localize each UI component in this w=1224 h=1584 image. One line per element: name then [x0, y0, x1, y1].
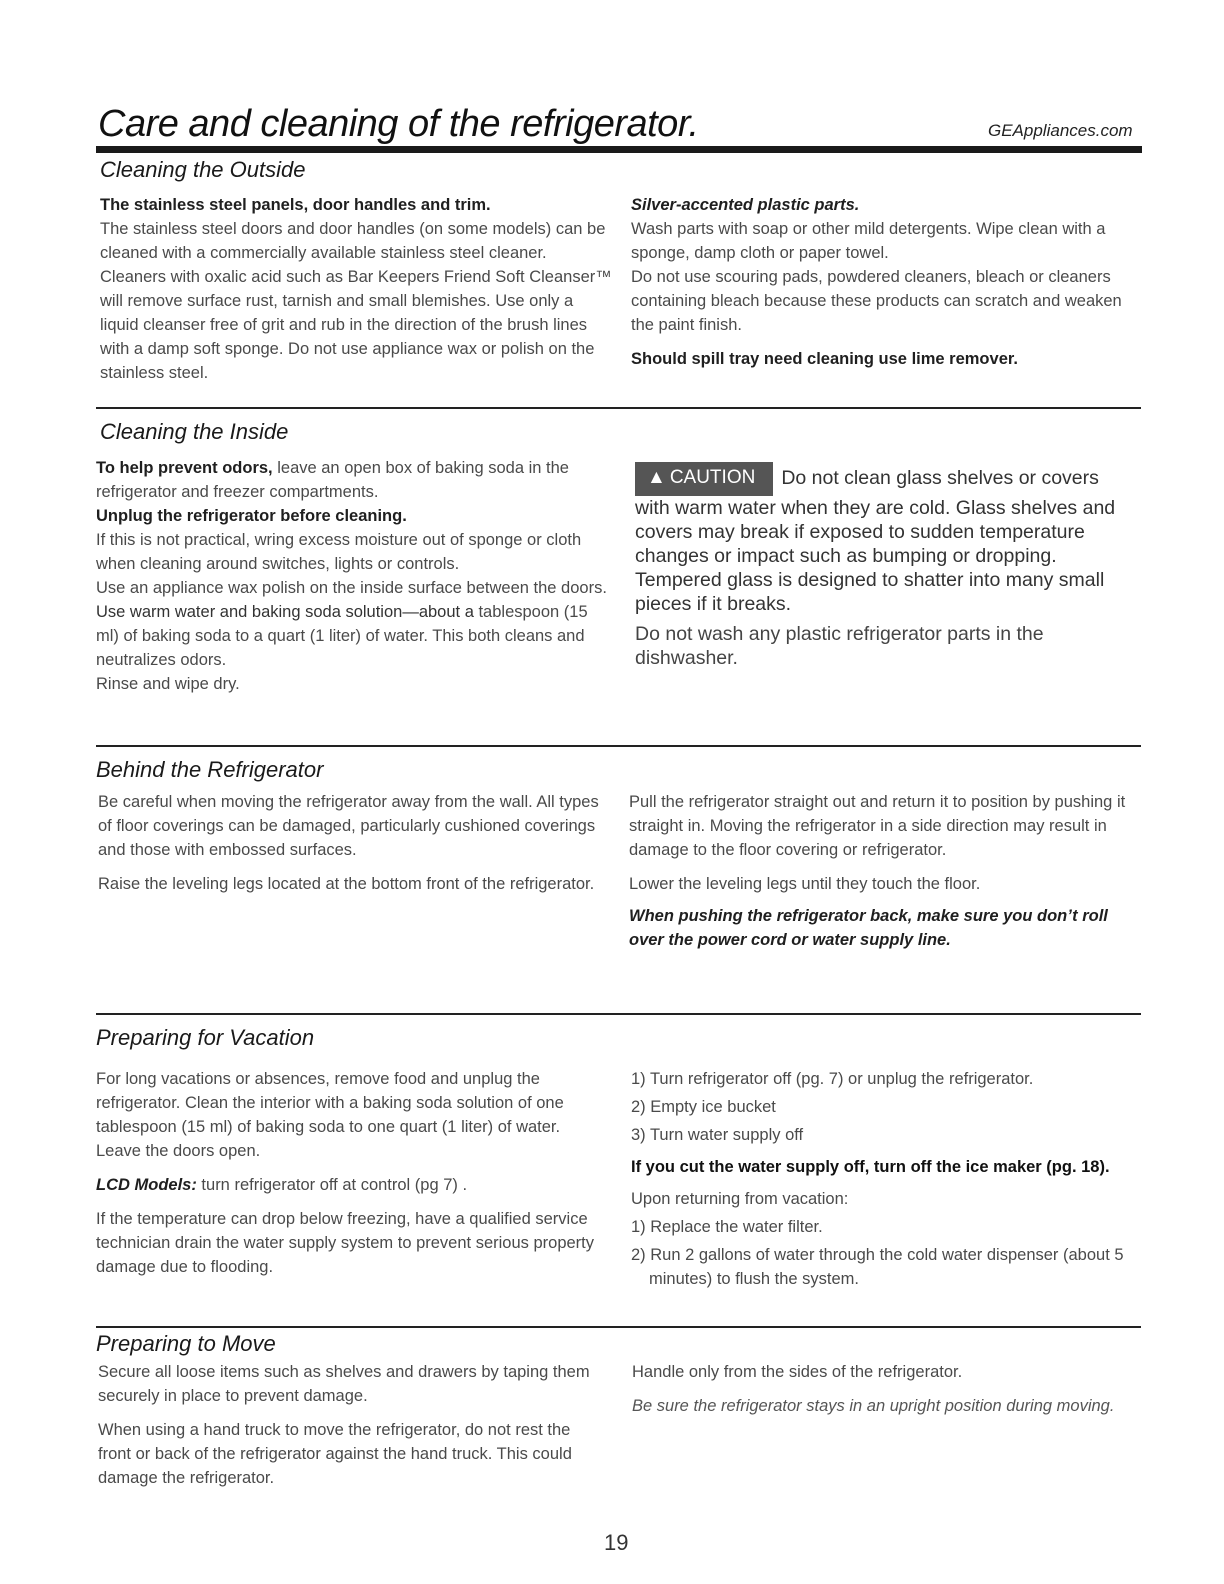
- inside-left-column: [96, 456, 611, 696]
- lcd-models-note: [96, 1173, 596, 1197]
- lower-legs-note: Lower the leveling legs until they touch the floor.: [629, 875, 981, 893]
- list-item: 1) Turn refrigerator off (pg. 7) or unplug the refrigerator.: [631, 1070, 1034, 1088]
- warning-triangle-icon: ▲: [647, 467, 666, 488]
- wring-note: If this is not practical, wring excess moisture out of sponge or cloth when cleaning around switches, lights or controls.: [96, 531, 582, 573]
- section-heading-behind: Behind the Refrigerator: [96, 757, 324, 782]
- lcd-models-text: turn refrigerator off at control (pg 7) .: [196, 1176, 468, 1194]
- list-item: 1) Replace the water filter.: [631, 1218, 823, 1236]
- page-title: Care and cleaning of the refrigerator.: [98, 103, 699, 145]
- section-divider: [96, 407, 1141, 409]
- caution-badge: [635, 462, 773, 496]
- raise-legs-note: Raise the leveling legs located at the bottom front of the refrigerator.: [98, 875, 595, 893]
- hand-truck-note: When using a hand truck to move the refrigerator, do not rest the front or back of the refrigerator against the hand truck. This could damage the refrigerator.: [98, 1421, 572, 1487]
- list-item: 2) Run 2 gallons of water through the cold water dispenser (about 5 minutes) to flush the system.: [631, 1246, 1124, 1288]
- plastic-title: Silver-accented plastic parts.: [631, 196, 860, 214]
- move-right-column: [632, 1360, 1132, 1418]
- handle-sides-note: Handle only from the sides of the refrigerator.: [632, 1363, 963, 1381]
- odor-tip-lead: To help prevent odors,: [96, 459, 273, 477]
- soda-solution-lead: Use warm water and baking soda solution—about a: [96, 603, 474, 621]
- odor-tip: [96, 456, 611, 504]
- behind-right-column: [629, 790, 1134, 952]
- section-heading-outside: Cleaning the Outside: [100, 157, 306, 182]
- title-rule: [96, 146, 1142, 153]
- website-label: GEAppliances.com: [988, 121, 1133, 140]
- caution-paragraph: [635, 462, 1135, 616]
- dishwasher-note: Do not wash any plastic refrigerator parts in the dishwasher.: [635, 623, 1044, 669]
- section-heading-inside: Cleaning the Inside: [100, 419, 289, 444]
- caution-text: Do not clean glass shelves or covers with warm water when they are cold. Glass shelves and covers may break if exposed to sudden temperature changes or impact such as bumping or dropping. Tempered glass is designed to shatter into many small pieces if it breaks.: [635, 467, 1116, 615]
- stainless-title: The stainless steel panels, door handles and trim.: [100, 196, 491, 214]
- plastic-warning: Do not use scouring pads, powdered cleaners, bleach or cleaners containing bleach because these products can scratch and weaken the paint finish.: [631, 268, 1122, 334]
- list-item: 3) Turn water supply off: [631, 1126, 804, 1144]
- outside-left-column: [100, 193, 612, 385]
- caution-label: CAUTION: [669, 467, 756, 488]
- behind-left-column: [98, 790, 613, 896]
- vacation-right-column: [631, 1067, 1131, 1291]
- rinse-note: Rinse and wipe dry.: [96, 675, 240, 693]
- unplug-note: Unplug the refrigerator before cleaning.: [96, 507, 407, 525]
- freezing-note: If the temperature can drop below freezing, have a qualified service technician drain the water supply system to prevent serious property damage due to flooding.: [96, 1210, 594, 1276]
- power-cord-warning: When pushing the refrigerator back, make sure you don’t roll over the power cord or water supply line.: [629, 907, 1108, 949]
- lcd-models-label: LCD Models:: [96, 1176, 197, 1194]
- section-divider: [96, 1013, 1141, 1015]
- ice-maker-note: If you cut the water supply off, turn off the ice maker (pg. 18).: [631, 1158, 1110, 1176]
- section-heading-move: Preparing to Move: [96, 1331, 276, 1356]
- plastic-wash: Wash parts with soap or other mild detergents. Wipe clean with a sponge, damp cloth or paper towel.: [631, 220, 1106, 262]
- section-divider: [96, 1326, 1141, 1328]
- long-vacation-note: For long vacations or absences, remove food and unplug the refrigerator. Clean the interior with a baking soda solution of one tablespoon (15 ml) of baking soda to one quart (1 liter) of water. Leave the doors open.: [96, 1070, 564, 1160]
- wax-note: Use an appliance wax polish on the inside surface between the doors.: [96, 579, 607, 597]
- stainless-body: The stainless steel doors and door handles (on some models) can be cleaned with a commercially available stainless steel cleaner. Cleaners with oxalic acid such as Bar Keepers Friend Soft Cleanser™ will remove surface rust, tarnish and small blemishes. Use only a liquid cleanser free of grit and rub in the direction of the brush lines with a damp soft sponge. Do not use appliance wax or polish on the stainless steel.: [100, 220, 612, 382]
- section-heading-vacation: Preparing for Vacation: [96, 1025, 315, 1050]
- inside-right-column: [635, 462, 1135, 670]
- return-label: Upon returning from vacation:: [631, 1190, 849, 1208]
- outside-right-column: [631, 193, 1131, 371]
- behind-caution-note: Be careful when moving the refrigerator away from the wall. All types of floor coverings can be damaged, particularly cushioned coverings and those with embossed surfaces.: [98, 793, 599, 859]
- soda-solution-text: tablespoon (15 ml) of baking soda to a quart (1 liter) of water. This both cleans and neutralizes odors.: [96, 603, 588, 669]
- section-divider: [96, 745, 1141, 747]
- list-item: 2) Empty ice bucket: [631, 1098, 776, 1116]
- secure-items-note: Secure all loose items such as shelves and drawers by taping them securely in place to prevent damage.: [98, 1363, 590, 1405]
- odor-tip-text: leave an open box of baking soda in the refrigerator and freezer compartments.: [96, 459, 569, 501]
- pull-straight-note: Pull the refrigerator straight out and return it to position by pushing it straight in. Moving the refrigerator in a side direction may result in damage to the floor covering or refrigerator.: [629, 793, 1126, 859]
- upright-note: Be sure the refrigerator stays in an upright position during moving.: [632, 1397, 1115, 1415]
- move-left-column: [98, 1360, 598, 1490]
- vacation-left-column: [96, 1067, 596, 1279]
- spill-tray-note: Should spill tray need cleaning use lime remover.: [631, 350, 1018, 368]
- soda-solution-note: [96, 600, 611, 672]
- page-number: 19: [604, 1530, 629, 1555]
